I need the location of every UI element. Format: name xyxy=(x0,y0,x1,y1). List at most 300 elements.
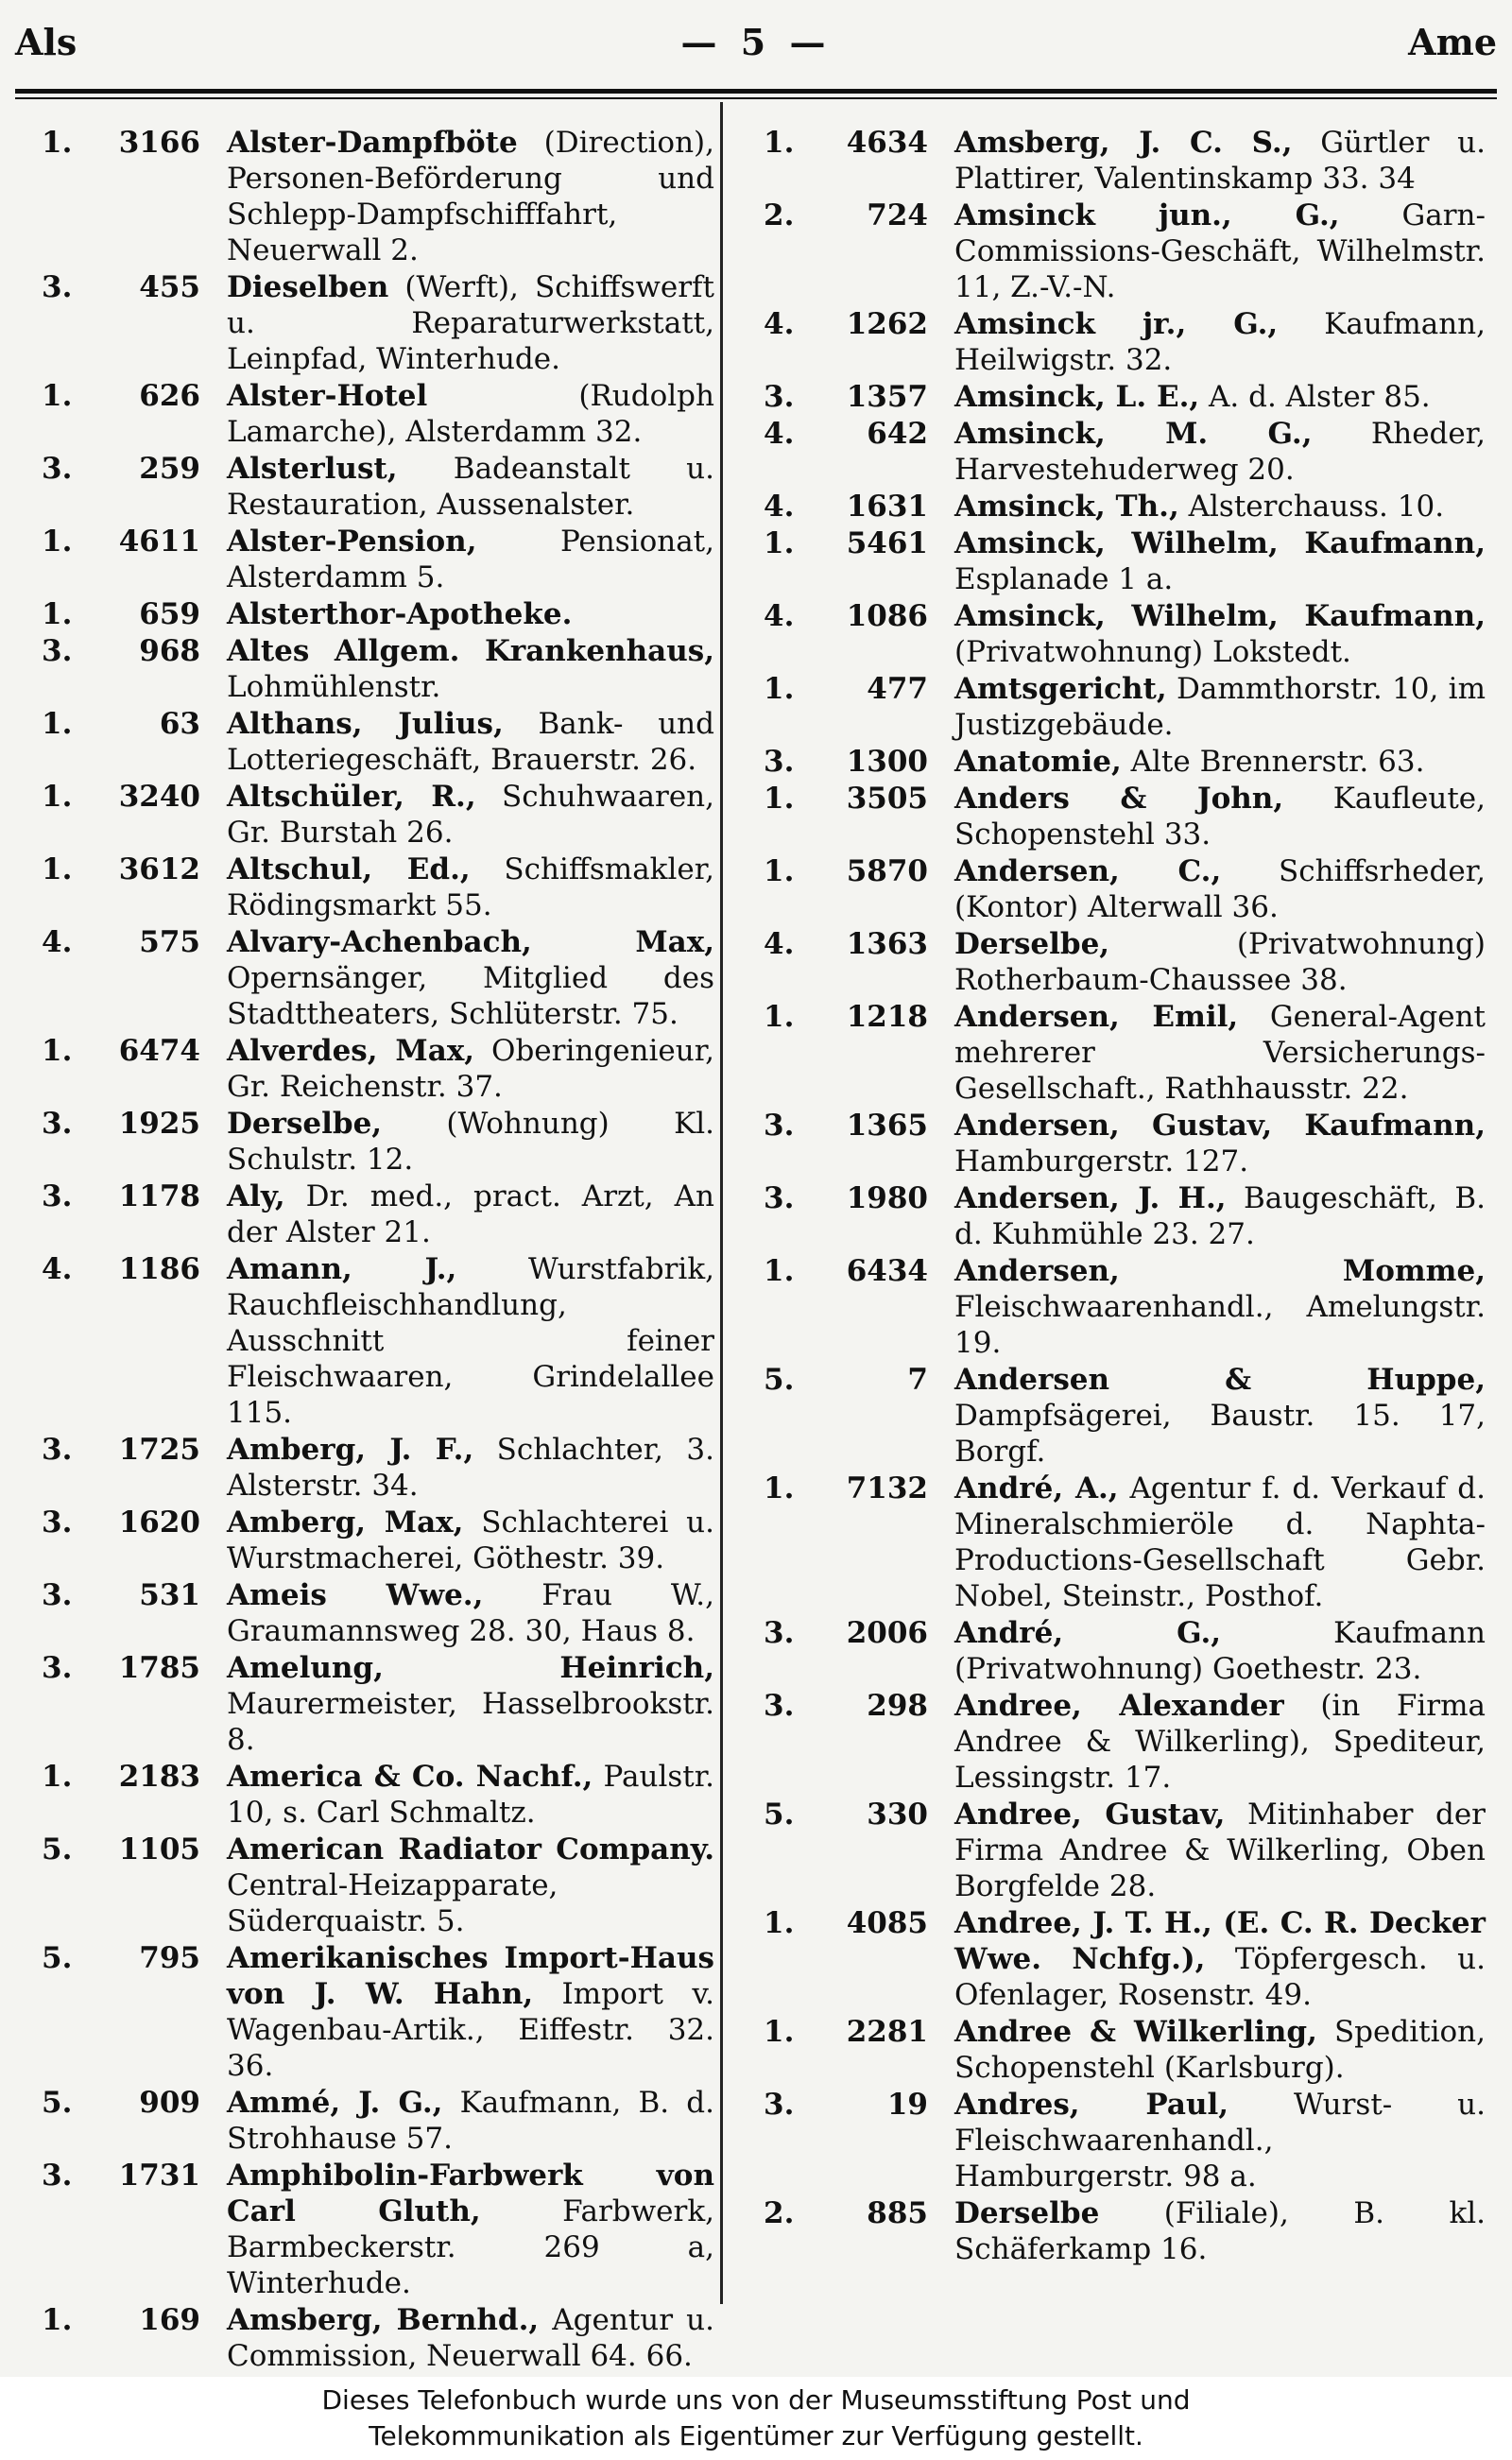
exchange-zone: 1. xyxy=(42,2303,73,2337)
phone-number xyxy=(764,2087,954,2123)
entry-text xyxy=(954,2195,1486,2267)
subscriber-number: 1186 xyxy=(118,1252,200,1286)
directory-entry xyxy=(42,1832,714,1939)
subscriber-number: 455 xyxy=(139,270,200,304)
subscriber-name: Alsterthor-Apotheke. xyxy=(227,597,573,631)
entry-text xyxy=(954,1108,1486,1179)
entry-text xyxy=(954,926,1486,998)
phone-number xyxy=(42,1759,227,1795)
phone-number xyxy=(42,2085,227,2121)
subscriber-number: 5461 xyxy=(846,526,928,560)
exchange-zone: 1. xyxy=(42,1034,73,1068)
entry-text xyxy=(227,1106,714,1178)
exchange-zone: 1. xyxy=(764,1906,795,1940)
entry-text xyxy=(227,451,714,523)
entry-details: (Direction), Personen-Beförderung und Schlepp-Dampfschifffahrt, Neuerwall 2. xyxy=(227,126,714,267)
entry-details: Esplanade 1 a. xyxy=(954,562,1174,596)
entry-details: Schiffsrheder, (Kontor) Alterwall 36. xyxy=(954,854,1486,924)
exchange-zone: 1. xyxy=(42,707,73,741)
subscriber-number: 2006 xyxy=(846,1616,928,1650)
directory-entry xyxy=(764,744,1486,780)
entry-text xyxy=(954,781,1486,852)
phone-number xyxy=(764,2014,954,2050)
subscriber-name: Amsberg, Bernhd., xyxy=(227,2303,540,2337)
exchange-zone: 3. xyxy=(764,1109,795,1143)
entry-text xyxy=(954,1253,1486,1361)
directory-entry xyxy=(764,125,1486,197)
phone-number xyxy=(42,1178,227,1214)
entry-text xyxy=(227,924,714,1032)
entry-text xyxy=(227,1251,714,1431)
entry-text xyxy=(954,489,1486,525)
entry-text xyxy=(954,1180,1486,1252)
phone-number xyxy=(42,779,227,815)
directory-entry xyxy=(764,1362,1486,1470)
exchange-zone: 4. xyxy=(764,927,795,961)
directory-entry xyxy=(42,596,714,632)
entry-details: Garn-Commissions-Geschäft, Wilhelmstr. 11, Z.-V.-N. xyxy=(954,198,1486,304)
exchange-zone: 4. xyxy=(764,417,795,451)
subscriber-number: 626 xyxy=(139,379,200,413)
exchange-zone: 3. xyxy=(42,2159,73,2193)
entry-details: Fleischwaarenhandl., Amelungstr. 19. xyxy=(954,1290,1486,1360)
exchange-zone: 3. xyxy=(764,380,795,414)
subscriber-name: Amberg, Max, xyxy=(227,1505,464,1540)
header-rule-thick xyxy=(15,89,1497,94)
directory-entry xyxy=(764,306,1486,378)
exchange-zone: 5. xyxy=(42,2086,73,2120)
footer-note xyxy=(0,2377,1512,2460)
subscriber-number: 63 xyxy=(159,707,200,741)
entry-text xyxy=(954,744,1486,780)
header-rule-thin xyxy=(15,97,1497,99)
subscriber-name: Amsinck, M. G., xyxy=(954,417,1313,451)
directory-entry xyxy=(42,378,714,450)
entry-details: Oberingenieur, Gr. Reichenstr. 37. xyxy=(227,1034,715,1104)
entry-details: Frau W., Graumannsweg 28. 30, Haus 8. xyxy=(227,1578,714,1648)
phone-number xyxy=(764,2195,954,2231)
page-number: — 5 — xyxy=(680,21,832,63)
exchange-zone: 3. xyxy=(42,634,73,668)
entry-text xyxy=(227,2158,714,2301)
directory-entry xyxy=(764,198,1486,305)
directory-entry xyxy=(764,489,1486,525)
entry-text xyxy=(954,999,1486,1107)
exchange-zone: 3. xyxy=(42,1505,73,1540)
entry-text xyxy=(227,1432,714,1504)
phone-number xyxy=(764,671,954,707)
subscriber-name: Alster-Hotel xyxy=(227,379,428,413)
exchange-zone: 5. xyxy=(42,1832,73,1867)
entry-details: Gürtler u. Plattirer, Valentinskamp 33. 34 xyxy=(954,126,1486,196)
directory-entry xyxy=(764,999,1486,1107)
phone-number xyxy=(42,596,227,632)
phone-number xyxy=(42,524,227,559)
subscriber-number: 795 xyxy=(139,1941,200,1975)
entry-details: (in Firma Andree & Wilkerling), Spediteur, Lessingstr. 17. xyxy=(954,1689,1486,1795)
directory-entry xyxy=(42,2085,714,2157)
entry-text xyxy=(954,1471,1486,1614)
exchange-zone: 3. xyxy=(764,745,795,779)
entry-details: (Rudolph Lamarche), Alsterdamm 32. xyxy=(227,379,714,449)
directory-entry xyxy=(42,125,714,268)
entry-details: Schuhwaaren, Gr. Burstah 26. xyxy=(227,780,714,850)
subscriber-name: Amsberg, J. C. S., xyxy=(954,126,1293,160)
subscriber-name: Amberg, J. F., xyxy=(227,1433,474,1467)
entry-details: Import v. Wagenbau-Artik., Eiffestr. 32. 36. xyxy=(227,1977,715,2083)
subscriber-number: 909 xyxy=(139,2086,200,2120)
entry-details: Wurst- u. Fleischwaarenhandl., Hamburgerstr. 98 a. xyxy=(954,2088,1486,2193)
subscriber-name: Amerikanisches Import-Haus von J. W. Hahn, xyxy=(227,1941,714,2011)
subscriber-name: Altes Allgem. Krankenhaus, xyxy=(227,634,714,668)
entry-details: A. d. Alster 85. xyxy=(1199,380,1431,414)
entry-details: Agentur u. Commission, Neuerwall 64. 66. xyxy=(227,2303,714,2373)
phone-number xyxy=(764,1905,954,1941)
exchange-zone: 3. xyxy=(764,2088,795,2122)
entry-details: (Werft), Schiffswerft u. Reparaturwerkstatt, Leinpfad, Winterhude. xyxy=(227,270,714,376)
subscriber-number: 3612 xyxy=(118,852,200,886)
subscriber-number: 3505 xyxy=(846,782,928,816)
subscriber-number: 3240 xyxy=(118,780,200,814)
subscriber-number: 1178 xyxy=(118,1179,200,1213)
phone-number xyxy=(42,1033,227,1069)
entry-details: Dampfsägerei, Baustr. 15. 17, Borgf. xyxy=(954,1399,1486,1469)
entry-details: Kaufmann (Privatwohnung) Goethestr. 23. xyxy=(954,1616,1486,1686)
subscriber-number: 1785 xyxy=(118,1651,200,1685)
directory-entry xyxy=(42,524,714,595)
entry-details: (Filiale), B. kl. Schäferkamp 16. xyxy=(954,2196,1486,2266)
directory-entry xyxy=(764,416,1486,488)
entry-details: Dr. med., pract. Arzt, An der Alster 21. xyxy=(227,1179,714,1249)
entry-text xyxy=(227,2302,714,2374)
subscriber-number: 1105 xyxy=(118,1832,200,1867)
subscriber-number: 1980 xyxy=(846,1181,928,1215)
subscriber-number: 1925 xyxy=(118,1107,200,1141)
exchange-zone: 1. xyxy=(764,854,795,888)
subscriber-name: Derselbe, xyxy=(227,1107,383,1141)
entry-text xyxy=(954,1797,1486,1904)
exchange-zone: 1. xyxy=(42,1760,73,1794)
exchange-zone: 1. xyxy=(42,525,73,559)
entry-text xyxy=(227,125,714,268)
phone-number xyxy=(764,525,954,561)
directory-entry xyxy=(764,926,1486,998)
entry-text xyxy=(954,853,1486,925)
entry-text xyxy=(954,1688,1486,1796)
phone-number xyxy=(42,706,227,742)
directory-entry xyxy=(42,852,714,923)
entry-details: Hamburgerstr. 127. xyxy=(954,1144,1249,1178)
entry-text xyxy=(227,2085,714,2157)
phone-number xyxy=(42,1940,227,1976)
entry-text xyxy=(954,125,1486,197)
directory-entry xyxy=(42,1650,714,1758)
subscriber-name: Andres, Paul, xyxy=(954,2088,1229,2122)
directory-entry xyxy=(764,1615,1486,1687)
phone-number xyxy=(42,1577,227,1613)
exchange-zone: 1. xyxy=(42,126,73,160)
directory-entry xyxy=(764,1905,1486,2013)
exchange-zone: 1. xyxy=(764,672,795,706)
subscriber-number: 531 xyxy=(139,1578,200,1612)
entry-details: Farbwerk, Barmbeckerstr. 269 a, Winterhude. xyxy=(227,2194,714,2300)
exchange-zone: 1. xyxy=(764,1254,795,1288)
entry-text xyxy=(227,1940,714,2084)
directory-entry xyxy=(42,779,714,851)
directory-entry xyxy=(764,781,1486,852)
subscriber-name: André, A., xyxy=(954,1471,1119,1505)
subscriber-number: 330 xyxy=(867,1798,928,1832)
entry-text xyxy=(954,598,1486,670)
directory-entry xyxy=(42,269,714,377)
exchange-zone: 1. xyxy=(764,782,795,816)
subscriber-number: 4634 xyxy=(846,126,928,160)
entry-details: Dammthorstr. 10, im Justizgebäude. xyxy=(954,672,1486,742)
entry-details: Maurermeister, Hasselbrookstr. 8. xyxy=(227,1687,714,1757)
subscriber-number: 1262 xyxy=(846,307,928,341)
subscriber-name: Amphibolin-Farbwerk von Carl Gluth, xyxy=(227,2159,714,2228)
subscriber-number: 659 xyxy=(139,597,200,631)
footer-line-1: Dieses Telefonbuch wurde uns von der Museumsstiftung Post und xyxy=(321,2384,1191,2416)
entry-text xyxy=(954,2087,1486,2194)
subscriber-name: Altschüler, R., xyxy=(227,780,476,814)
subscriber-name: Anders & John, xyxy=(954,782,1284,816)
subscriber-number: 19 xyxy=(886,2088,928,2122)
entry-text xyxy=(227,1577,714,1649)
directory-entry xyxy=(42,1577,714,1649)
entry-text xyxy=(227,779,714,851)
subscriber-name: Ameis Wwe., xyxy=(227,1578,484,1612)
entry-details: Wurstfabrik, Rauchfleischhandlung, Ausschnitt feiner Fleischwaaren, Grindelallee 115. xyxy=(227,1252,714,1430)
phone-number xyxy=(764,744,954,780)
entry-details: Schlachterei u. Wurstmacherei, Göthestr. 39. xyxy=(227,1505,714,1575)
subscriber-number: 1620 xyxy=(118,1505,200,1540)
subscriber-number: 169 xyxy=(139,2303,200,2337)
entry-text xyxy=(227,1832,714,1939)
directory-entry xyxy=(764,2087,1486,2194)
phone-number xyxy=(42,1432,227,1468)
entry-text xyxy=(954,671,1486,743)
subscriber-name: Alsterlust, xyxy=(227,452,398,486)
subscriber-number: 298 xyxy=(867,1689,928,1723)
subscriber-name: Amsinck jun., G., xyxy=(954,198,1340,232)
entry-text xyxy=(227,378,714,450)
subscriber-name: Andree, Alexander xyxy=(954,1689,1284,1723)
right-column xyxy=(764,125,1486,2268)
directory-entry xyxy=(764,1108,1486,1179)
phone-number xyxy=(764,379,954,415)
phone-number xyxy=(764,1615,954,1651)
subscriber-number: 968 xyxy=(139,634,200,668)
directory-entry xyxy=(764,1253,1486,1361)
entry-details: (Privatwohnung) Lokstedt. xyxy=(954,635,1351,669)
directory-entry xyxy=(42,706,714,778)
phone-number xyxy=(42,633,227,669)
subscriber-number: 2281 xyxy=(846,2015,928,2049)
subscriber-number: 575 xyxy=(139,925,200,959)
phone-number xyxy=(764,125,954,161)
subscriber-number: 1731 xyxy=(118,2159,200,2193)
directory-entry xyxy=(764,1797,1486,1904)
phone-number xyxy=(42,1650,227,1686)
exchange-zone: 1. xyxy=(764,1000,795,1034)
exchange-zone: 1. xyxy=(42,597,73,631)
subscriber-name: Amsinck, L. E., xyxy=(954,380,1200,414)
entry-details: Alte Brennerstr. 63. xyxy=(1121,745,1425,779)
phone-number xyxy=(764,1108,954,1144)
subscriber-name: Alverdes, Max, xyxy=(227,1034,475,1068)
phone-number xyxy=(764,198,954,233)
phone-number xyxy=(764,416,954,452)
directory-entry xyxy=(42,1033,714,1105)
subscriber-name: Amsinck, Wilhelm, Kaufmann, xyxy=(954,526,1486,560)
header-last-keyword: Ame xyxy=(1408,21,1497,63)
entry-details: Spedition, Schopenstehl (Karlsburg). xyxy=(954,2015,1486,2085)
phone-number xyxy=(764,598,954,634)
entry-details: Schiffsmakler, Rödingsmarkt 55. xyxy=(227,852,714,922)
directory-entry xyxy=(764,853,1486,925)
phone-number xyxy=(42,2302,227,2338)
subscriber-name: Andersen, Momme, xyxy=(954,1254,1486,1288)
directory-entry xyxy=(42,1251,714,1431)
phone-number xyxy=(42,924,227,960)
directory-entry xyxy=(764,1688,1486,1796)
subscriber-name: Amsinck, Th., xyxy=(954,490,1179,524)
subscriber-name: Amsinck jr., G., xyxy=(954,307,1279,341)
subscriber-number: 6474 xyxy=(118,1034,200,1068)
phone-number xyxy=(42,451,227,487)
exchange-zone: 4. xyxy=(42,925,73,959)
subscriber-number: 1631 xyxy=(846,490,928,524)
subscriber-name: Althans, Julius, xyxy=(227,707,504,741)
exchange-zone: 4. xyxy=(764,490,795,524)
subscriber-name: Amtsgericht, xyxy=(954,672,1167,706)
entry-details: Baugeschäft, B. d. Kuhmühle 23. 27. xyxy=(954,1181,1486,1251)
subscriber-name: America & Co. Nachf., xyxy=(227,1760,593,1794)
entry-text xyxy=(954,416,1486,488)
phone-number xyxy=(764,306,954,342)
subscriber-name: Alster-Pension, xyxy=(227,525,477,559)
exchange-zone: 4. xyxy=(42,1252,73,1286)
phone-number xyxy=(764,781,954,817)
entry-text xyxy=(227,1178,714,1250)
phone-number xyxy=(42,269,227,305)
exchange-zone: 5. xyxy=(42,1941,73,1975)
entry-text xyxy=(227,524,714,595)
subscriber-number: 7132 xyxy=(846,1471,928,1505)
entry-text xyxy=(227,1650,714,1758)
entry-details: Alsterchauss. 10. xyxy=(1178,490,1445,524)
directory-entry xyxy=(42,1505,714,1576)
directory-entry xyxy=(764,525,1486,597)
subscriber-number: 3166 xyxy=(118,126,200,160)
entry-details: Opernsänger, Mitglied des Stadttheaters, Schlüterstr. 75. xyxy=(227,961,714,1031)
directory-entry xyxy=(42,2302,714,2374)
directory-entry xyxy=(764,598,1486,670)
footer-line-2: Telekommunikation als Eigentümer zur Verfügung gestellt. xyxy=(369,2420,1143,2451)
exchange-zone: 5. xyxy=(764,1363,795,1397)
phone-number xyxy=(764,853,954,889)
exchange-zone: 1. xyxy=(42,852,73,886)
directory-entry xyxy=(42,1106,714,1178)
exchange-zone: 3. xyxy=(42,452,73,486)
entry-text xyxy=(227,852,714,923)
entry-details: Kaufmann, B. d. Strohhause 57. xyxy=(227,2086,714,2156)
subscriber-name: Amsinck, Wilhelm, Kaufmann, xyxy=(954,599,1486,633)
entry-text xyxy=(954,1362,1486,1470)
subscriber-number: 5870 xyxy=(846,854,928,888)
directory-entry xyxy=(42,2158,714,2301)
exchange-zone: 1. xyxy=(42,780,73,814)
subscriber-name: Anatomie, xyxy=(954,745,1122,779)
directory-entry xyxy=(42,1940,714,2084)
entry-text xyxy=(227,1505,714,1576)
entry-text xyxy=(227,633,714,705)
phone-number xyxy=(42,852,227,887)
phone-number xyxy=(764,1688,954,1724)
exchange-zone: 3. xyxy=(42,1107,73,1141)
exchange-zone: 1. xyxy=(764,2015,795,2049)
entry-text xyxy=(954,198,1486,305)
entry-text xyxy=(227,706,714,778)
exchange-zone: 3. xyxy=(42,270,73,304)
subscriber-name: Alster-Dampfböte xyxy=(227,126,518,160)
entry-details: Central-Heizapparate, Süderquaistr. 5. xyxy=(227,1868,558,1938)
entry-details: (Privatwohnung) Rotherbaum-Chaussee 38. xyxy=(954,927,1486,997)
exchange-zone: 3. xyxy=(42,1651,73,1685)
exchange-zone: 3. xyxy=(42,1578,73,1612)
directory-entry xyxy=(42,1178,714,1250)
directory-entry xyxy=(42,924,714,1032)
header-first-keyword: Als xyxy=(15,21,77,63)
exchange-zone: 3. xyxy=(764,1689,795,1723)
subscriber-number: 6434 xyxy=(846,1254,928,1288)
subscriber-name: Andree & Wilkerling, xyxy=(954,2015,1317,2049)
directory-entry xyxy=(42,1759,714,1831)
entry-details: Bank- und Lotteriegeschäft, Brauerstr. 26. xyxy=(227,707,714,777)
phone-number xyxy=(42,2158,227,2193)
subscriber-name: Andersen, Gustav, Kaufmann, xyxy=(954,1109,1486,1143)
subscriber-name: Andersen, Emil, xyxy=(954,1000,1239,1034)
phone-number xyxy=(42,125,227,161)
exchange-zone: 3. xyxy=(764,1616,795,1650)
entry-details: Badeanstalt u. Restauration, Aussenalster. xyxy=(227,452,714,522)
entry-details: Kaufmann, Heilwigstr. 32. xyxy=(954,307,1486,377)
subscriber-name: Amelung, Heinrich, xyxy=(227,1651,714,1685)
directory-entry xyxy=(764,2195,1486,2267)
subscriber-name: Amann, J., xyxy=(227,1252,457,1286)
subscriber-number: 642 xyxy=(867,417,928,451)
subscriber-name: Andree, Gustav, xyxy=(954,1798,1226,1832)
entry-details: Paulstr. 10, s. Carl Schmaltz. xyxy=(227,1760,714,1830)
subscriber-name: Derselbe, xyxy=(954,927,1110,961)
entry-details: Rheder, Harvestehuderweg 20. xyxy=(954,417,1486,487)
subscriber-name: Andersen, J. H., xyxy=(954,1181,1227,1215)
entry-text xyxy=(954,1905,1486,2013)
subscriber-number: 1363 xyxy=(846,927,928,961)
subscriber-number: 1086 xyxy=(846,599,928,633)
subscriber-number: 7 xyxy=(907,1363,928,1397)
phone-number xyxy=(42,1832,227,1867)
phone-number xyxy=(764,1180,954,1216)
exchange-zone: 4. xyxy=(764,307,795,341)
phone-number xyxy=(42,1106,227,1142)
subscriber-number: 724 xyxy=(867,198,928,232)
subscriber-name: Derselbe xyxy=(954,2196,1100,2230)
entry-text xyxy=(954,306,1486,378)
phone-number xyxy=(42,378,227,414)
phone-number xyxy=(42,1505,227,1540)
